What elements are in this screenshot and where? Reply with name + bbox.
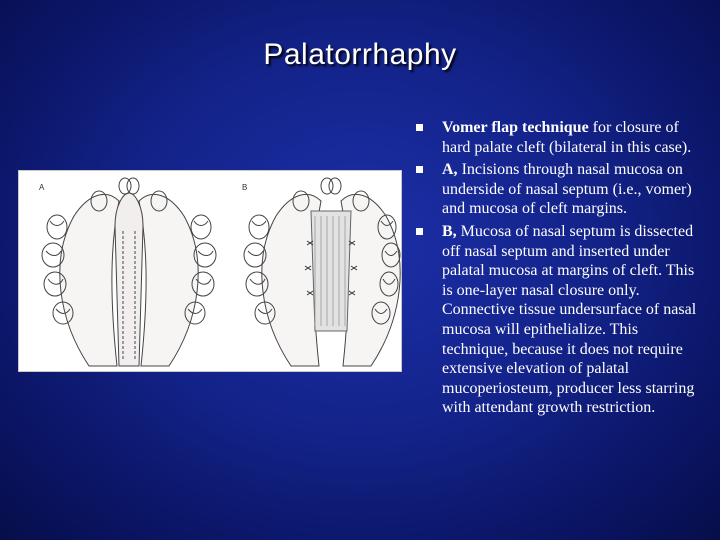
palate-drawing: [19, 171, 401, 371]
panel-b-drawing: [244, 178, 400, 366]
bullet-square-icon: [416, 124, 423, 131]
list-item: [414, 222, 704, 418]
bullet-text: for closure of hard palate cleft (bilateral in this case).: [442, 119, 692, 156]
bullet-lead: B,: [442, 222, 457, 240]
palate-illustration: [18, 170, 402, 372]
panel-label-a: A: [39, 183, 45, 192]
bullet-text: Incisions through nasal mucosa on underside of nasal septum (i.e., vomer) and mucosa of cleft margins.: [442, 161, 692, 218]
bullet-square-icon: [416, 228, 423, 235]
bullet-text: Mucosa of nasal septum is dissected off nasal septum and inserted under palatal mucosa at margins of cleft. This is one-layer nasal closure only. Connective tissue undersurface of nasal mucosa will epithelialize. This technique, because it does not require extensive elevation of palatal mucoperiosteum, producer less starring with attendant growth restriction.: [442, 222, 697, 417]
list-item: [414, 160, 704, 219]
panel-label-b: B: [242, 183, 248, 192]
bullet-square-icon: [416, 166, 423, 173]
bullet-list: [414, 118, 704, 421]
bullet-lead: Vomer flap technique: [442, 119, 589, 136]
slide-title: Palatorrhaphy: [263, 38, 457, 71]
bullet-lead: A,: [442, 161, 458, 179]
panel-a-drawing: [42, 178, 216, 366]
list-item: [414, 118, 704, 157]
